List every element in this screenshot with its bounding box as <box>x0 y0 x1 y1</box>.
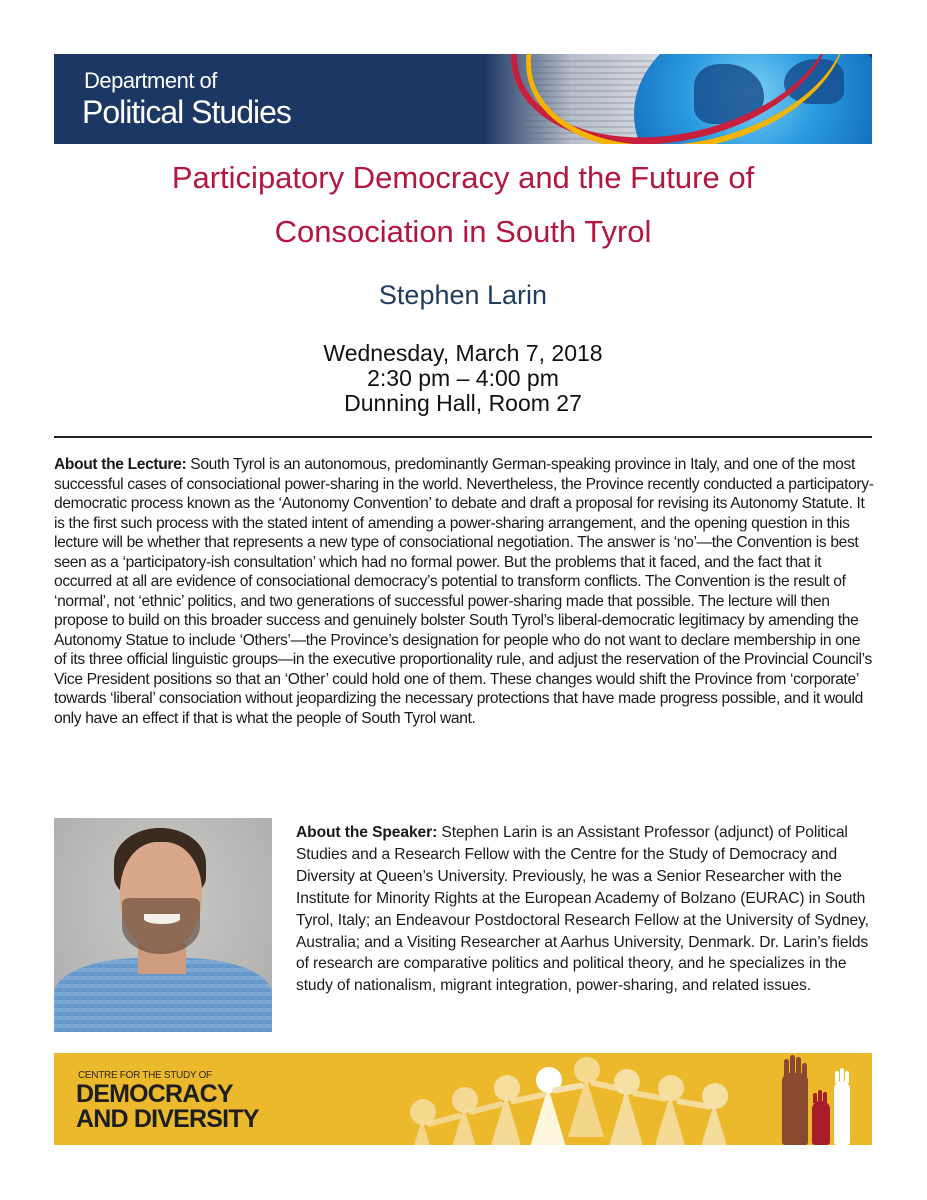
event-date: Wednesday, March 7, 2018 <box>323 340 603 366</box>
department-banner <box>54 54 872 144</box>
lecture-text: South Tyrol is an autonomous, predominantly German-speaking province in Italy, and one of the most successful cases of consociational power-sharing in the world. Nevertheless, the Province recently conducted a participatory-democratic process known as the ‘Autonomy Convention’ to debate and draft a proposal for revising its Autonomy Statute. It is the first such process with the stated intent of amending a power-sharing arrangement, and the opening question in this lecture will be whether that represents a new type of consociational negotiation. The answer is ‘no’—the Convention is best seen as a ‘participatory-ish consultation’ which had no formal power. But the problems that it faced, and the fact that it occurred at all are evidence of consociational democracy’s potential to transform conflicts. The Convention is the result of ‘normal’, not ‘ethnic’ politics, and two generations of successful power-sharing made that possible. The lecture will then propose to build on this broader success and genuinely bolster South Tyrol’s liberal-democratic legitimacy by amending the Autonomy Statue to include ‘Others’—the Province’s designation for people who do not want to declare membership in one of its three official linguistic groups—in the executive proportionality rule, and adjust the reservation of the Provincial Council’s Vice President positions so that an ‘Other’ could hold one of them. These changes would shift the Province from ‘corporate’ towards ‘liberal’ consociation without jeopardizing the necessary protections that have made progress possible, and it would only have an effect if that is what the people of South Tyrol want. <box>54 456 874 727</box>
white-hand-icon <box>834 1081 850 1145</box>
centre-banner <box>54 1053 872 1145</box>
speaker-label: About the Speaker: <box>296 824 438 841</box>
speaker-bio <box>296 822 876 997</box>
speaker-text: Stephen Larin is an Assistant Professor (adjunct) of Political Studies and a Research Fellow with the Centre for the Study of Democracy and Diversity at Queen’s University. Previously, he was a Senior Researcher with the Institute for Minority Rights at the European Academy of Bolzano (EURAC) in South Tyrol, Italy; an Endeavour Postdoctoral Research Fellow at the University of Sydney, Australia; and a Visiting Researcher at Aarhus University, Denmark. Dr. Larin’s fields of research are comparative politics and political theory, and he specializes in the study of nationalism, migrant integration, power-sharing, and related issues. <box>296 824 869 995</box>
centre-name-small: CENTRE FOR THE STUDY OF <box>78 1070 212 1081</box>
photo-beard <box>122 898 200 954</box>
section-divider <box>54 436 872 438</box>
centre-name-line1: DEMOCRACY <box>76 1080 233 1108</box>
speaker-photo <box>54 818 272 1032</box>
department-name-line1: Department of <box>84 68 217 93</box>
department-name-line2: Political Studies <box>82 94 291 130</box>
event-time: 2:30 pm – 4:00 pm <box>367 365 559 391</box>
speaker-name: Stephen Larin <box>378 280 548 310</box>
event-location: Dunning Hall, Room 27 <box>344 390 582 416</box>
lecture-title-line2: Consociation in South Tyrol <box>274 214 652 249</box>
lecture-abstract <box>54 455 874 728</box>
centre-name-line2: AND DIVERSITY <box>76 1105 259 1133</box>
brown-hand-icon <box>782 1073 808 1145</box>
photo-smile <box>144 914 180 924</box>
lecture-label: About the Lecture: <box>54 456 187 473</box>
lecture-title-line1: Participatory Democracy and the Future of <box>171 160 755 195</box>
red-hand-icon <box>812 1101 830 1145</box>
